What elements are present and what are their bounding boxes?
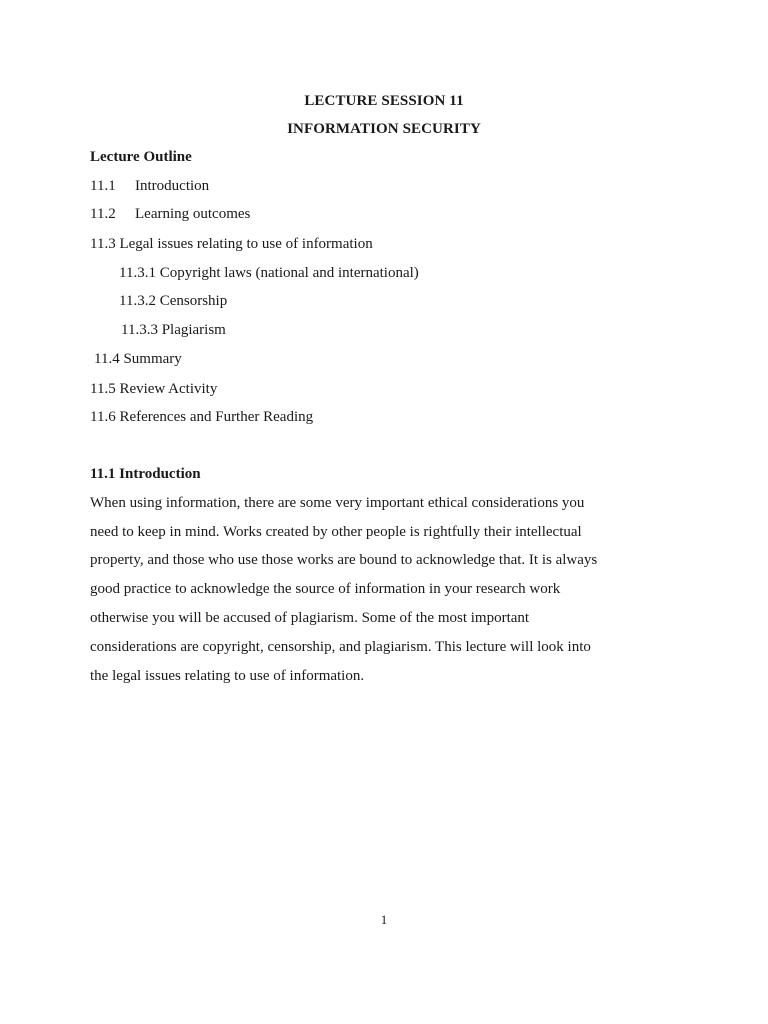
section-heading-introduction: 11.1 Introduction <box>90 466 201 482</box>
outline-item-11-2 <box>90 206 250 223</box>
outline-item-label: Introduction <box>135 178 210 194</box>
outline-item-11-4: 11.4 Summary <box>94 351 182 367</box>
page-number: 1 <box>380 912 388 927</box>
outline-item-11-3-3: 11.3.3 Plagiarism <box>121 322 226 338</box>
lecture-session-title: LECTURE SESSION 11 <box>304 93 464 109</box>
outline-item-11-5: 11.5 Review Activity <box>90 381 218 397</box>
outline-heading: Lecture Outline <box>90 149 192 165</box>
outline-item-number: 11.1 <box>90 178 116 194</box>
outline-item-label: Learning outcomes <box>135 206 251 222</box>
outline-item-11-3-2: 11.3.2 Censorship <box>119 293 228 309</box>
lecture-topic-title: INFORMATION SECURITY <box>287 121 481 137</box>
body-text-line: property, and those who use those works are bound to acknowledge that. It is always <box>90 552 598 568</box>
outline-item-11-6: 11.6 References and Further Reading <box>90 409 314 425</box>
body-text-line: otherwise you will be accused of plagiarism. Some of the most important <box>90 610 530 626</box>
body-text-line: the legal issues relating to use of information. <box>90 668 365 684</box>
outline-item-11-3-1: 11.3.1 Copyright laws (national and international) <box>119 265 419 281</box>
outline-item-number: 11.2 <box>90 206 116 222</box>
outline-item-11-3: 11.3 Legal issues relating to use of information <box>90 236 373 252</box>
body-text-line: need to keep in mind. Works created by other people is rightfully their intellectual <box>90 524 582 540</box>
body-text-line: When using information, there are some very important ethical considerations you <box>90 495 585 511</box>
body-text-line: considerations are copyright, censorship, and plagiarism. This lecture will look into <box>90 639 591 655</box>
outline-item-11-1 <box>90 178 209 195</box>
body-text-line: good practice to acknowledge the source of information in your research work <box>90 581 561 597</box>
